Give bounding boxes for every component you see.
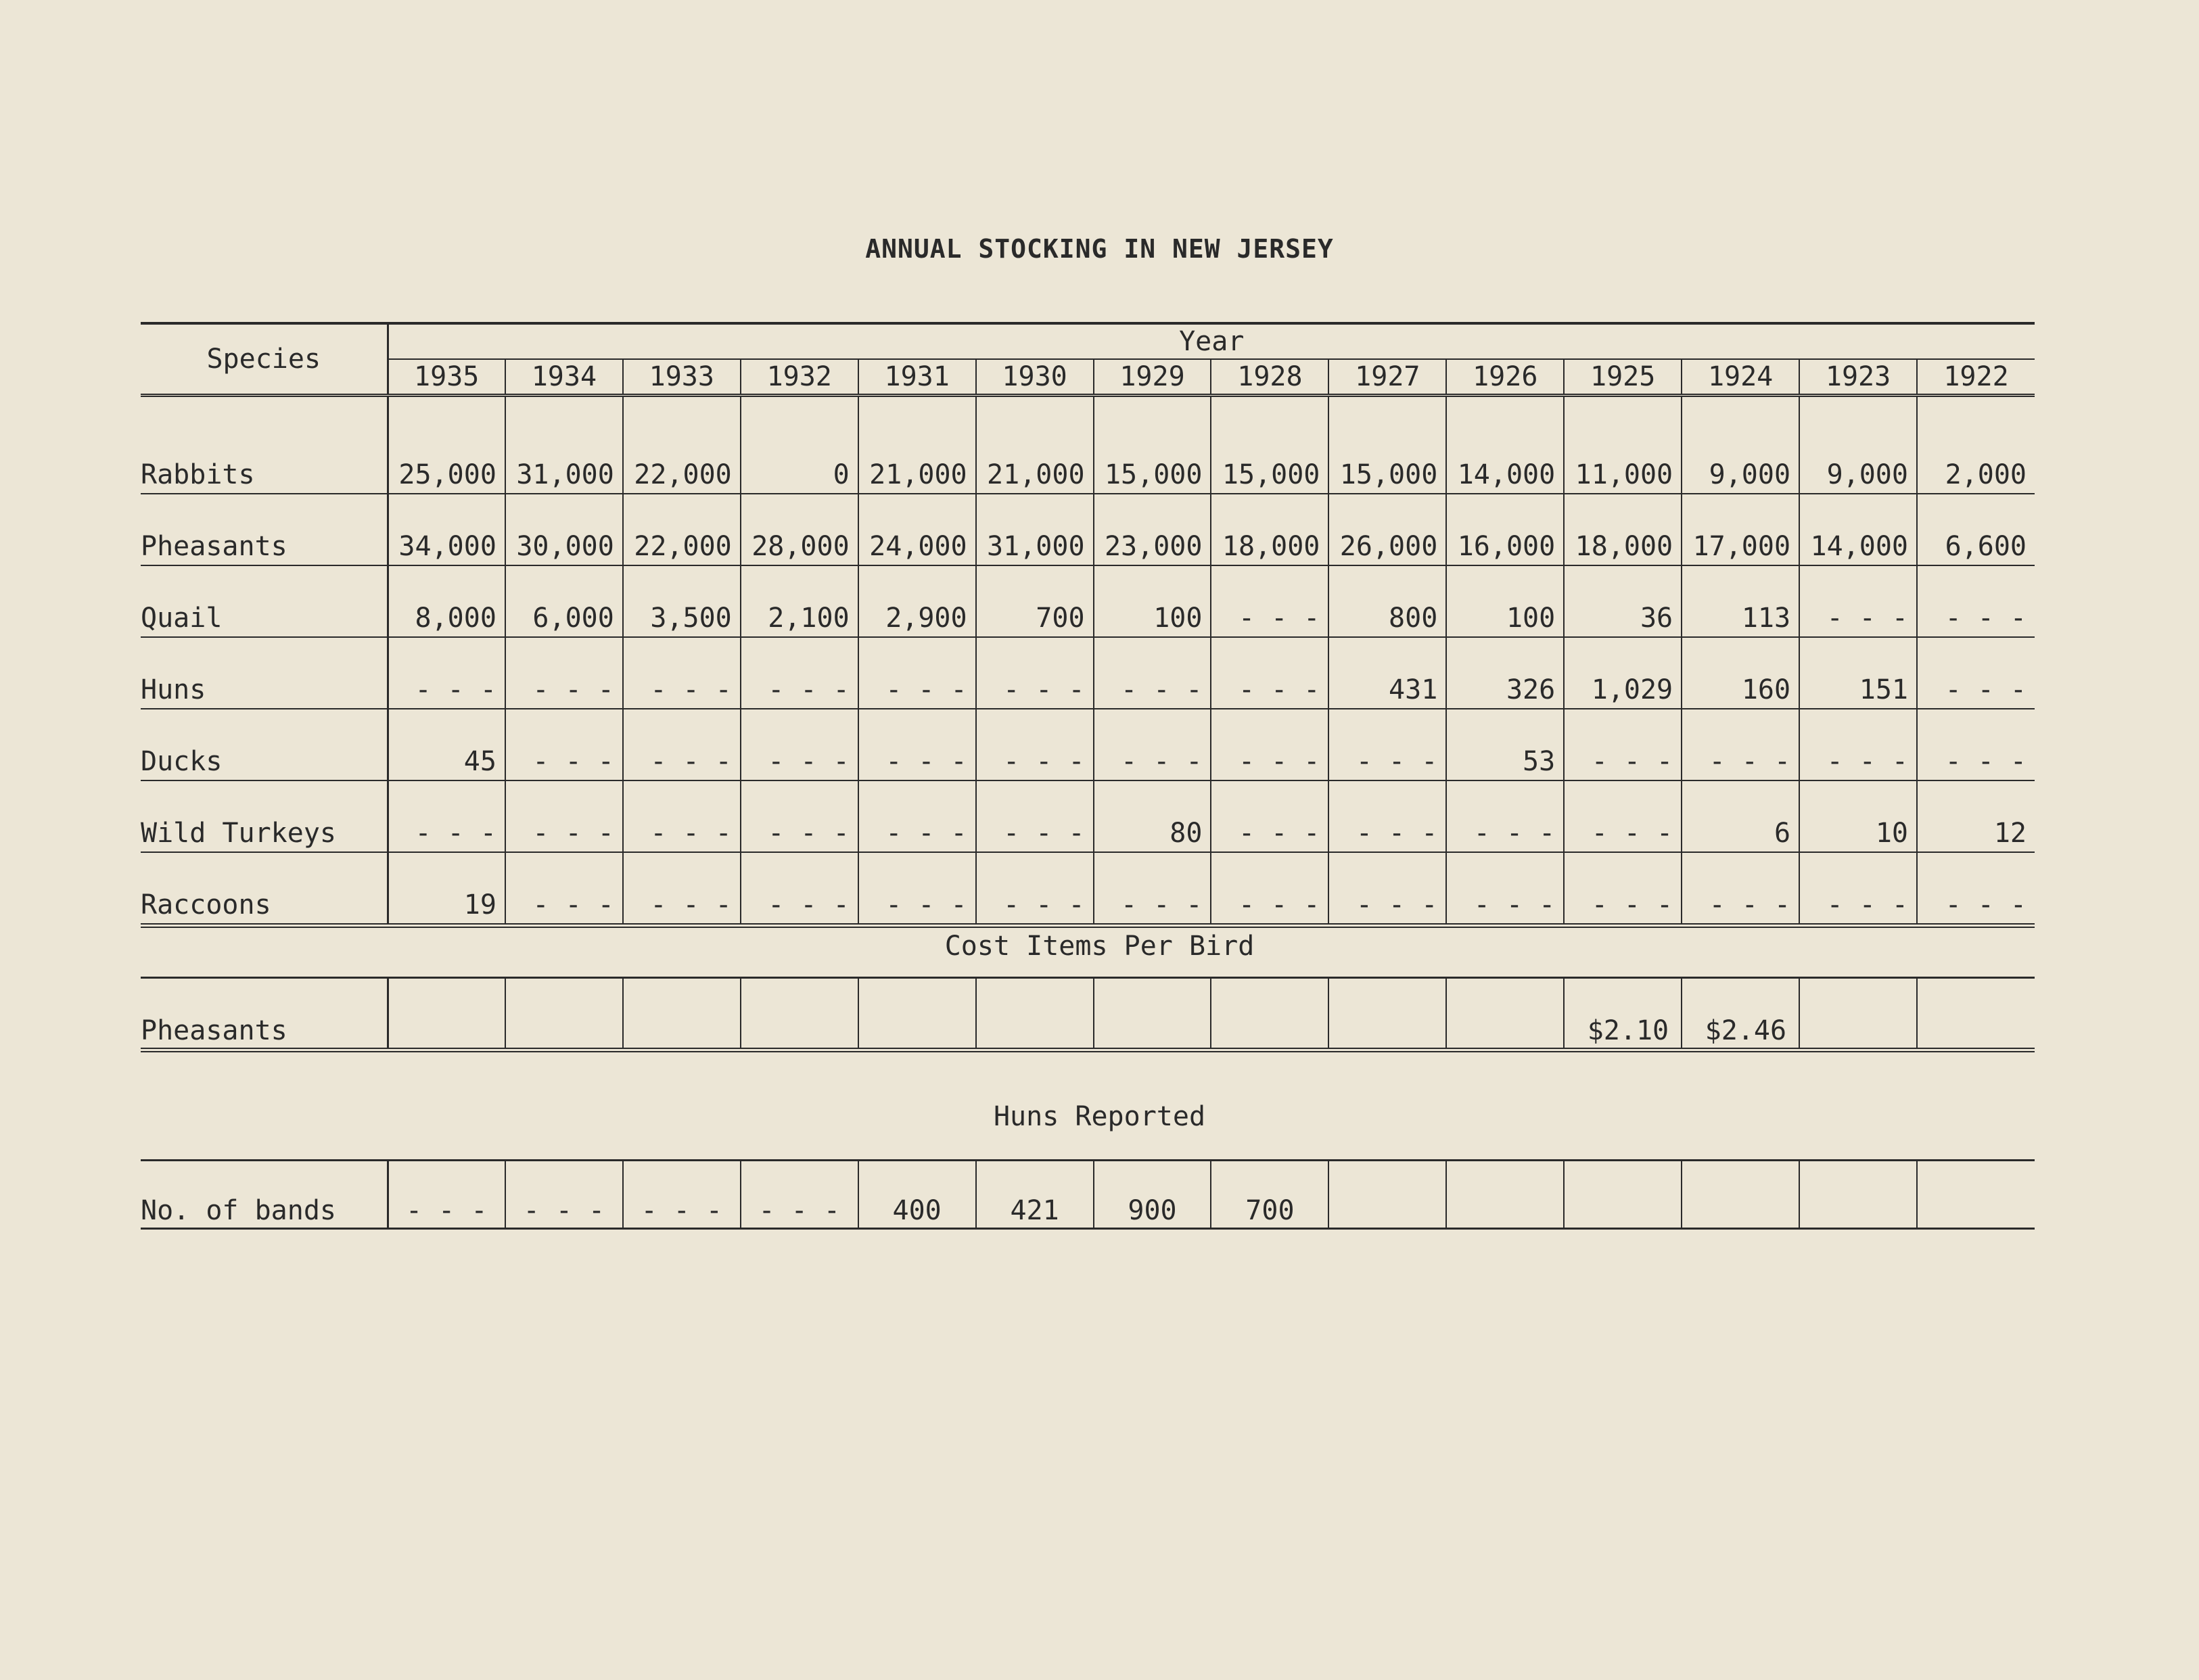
table-cell: - - - — [1094, 852, 1211, 926]
table-cell: - - - — [388, 1161, 505, 1229]
table-cell — [1917, 978, 2035, 1050]
table-cell: - - - — [858, 780, 976, 852]
table-cell: - - - — [976, 852, 1094, 926]
table-cell: 700 — [1211, 1161, 1328, 1229]
table-cell: - - - — [741, 637, 858, 709]
table-cell: 9,000 — [1682, 423, 1799, 494]
table-cell: - - - — [741, 709, 858, 780]
table-cell: - - - — [1211, 709, 1328, 780]
table-cell: - - - — [1917, 852, 2035, 926]
table-cell: 14,000 — [1446, 423, 1564, 494]
table-cell: 421 — [976, 1161, 1094, 1229]
table-cell: - - - — [858, 637, 976, 709]
table-cell: 0 — [741, 423, 858, 494]
table-cell — [1564, 1161, 1682, 1229]
table-cell — [1799, 978, 1917, 1050]
table-cell: - - - — [1094, 637, 1211, 709]
table-cell: 30,000 — [505, 494, 623, 565]
table-cell: - - - — [741, 780, 858, 852]
table-cell: - - - — [505, 709, 623, 780]
table-cell: 15,000 — [1094, 423, 1211, 494]
table-cell: 400 — [858, 1161, 976, 1229]
table-cell: 31,000 — [976, 494, 1094, 565]
table-row — [141, 494, 2035, 565]
table-cell: - - - — [1211, 780, 1328, 852]
table-cell: - - - — [1211, 565, 1328, 637]
row-label: Pheasants — [141, 494, 388, 565]
year-cell: 1927 — [1328, 359, 1446, 396]
table-cell: 25,000 — [388, 423, 505, 494]
table-cell: - - - — [976, 709, 1094, 780]
page-title: ANNUAL STOCKING IN NEW JERSEY — [865, 234, 1334, 264]
header-row — [141, 323, 2035, 359]
table-cell: 24,000 — [858, 494, 976, 565]
table-cell — [1094, 978, 1211, 1050]
table-cell: 21,000 — [976, 423, 1094, 494]
table-cell: - - - — [623, 852, 741, 926]
table-cell: $2.10 — [1564, 978, 1682, 1050]
table-cell: - - - — [623, 1161, 741, 1229]
table-cell — [858, 978, 976, 1050]
table-cell — [741, 978, 858, 1050]
cost-section-title: Cost Items Per Bird — [944, 931, 1255, 962]
table-cell: 900 — [1094, 1161, 1211, 1229]
table-cell: 6,000 — [505, 565, 623, 637]
huns-table — [141, 1159, 2035, 1230]
table-cell: $2.46 — [1682, 978, 1799, 1050]
table-cell — [505, 978, 623, 1050]
table-cell: 12 — [1917, 780, 2035, 852]
table-cell — [388, 978, 505, 1050]
header-divider — [141, 396, 2035, 423]
table-cell: 113 — [1682, 565, 1799, 637]
table-cell: 53 — [1446, 709, 1564, 780]
row-label: Pheasants — [141, 978, 388, 1050]
table-cell: 31,000 — [505, 423, 623, 494]
table-cell: - - - — [1564, 852, 1682, 926]
table-cell: 2,100 — [741, 565, 858, 637]
table-cell: 36 — [1564, 565, 1682, 637]
table-cell: 6 — [1682, 780, 1799, 852]
table-cell: - - - — [623, 780, 741, 852]
table-cell: 34,000 — [388, 494, 505, 565]
table-cell: 22,000 — [623, 423, 741, 494]
table-cell — [976, 978, 1094, 1050]
table-cell: 15,000 — [1328, 423, 1446, 494]
table-cell: 10 — [1799, 780, 1917, 852]
table-cell: 100 — [1094, 565, 1211, 637]
table-row — [141, 709, 2035, 780]
table-cell — [1446, 1161, 1564, 1229]
table-cell: - - - — [1917, 565, 2035, 637]
table-row — [141, 852, 2035, 926]
table-cell: 6,600 — [1917, 494, 2035, 565]
table-cell: 151 — [1799, 637, 1917, 709]
table-cell: - - - — [976, 780, 1094, 852]
table-row — [141, 637, 2035, 709]
table-cell: - - - — [858, 709, 976, 780]
table-row — [141, 780, 2035, 852]
year-cell: 1931 — [858, 359, 976, 396]
table-cell: 14,000 — [1799, 494, 1917, 565]
table-cell: 1,029 — [1564, 637, 1682, 709]
row-label: Rabbits — [141, 423, 388, 494]
row-label: No. of bands — [141, 1161, 388, 1229]
table-cell: 18,000 — [1211, 494, 1328, 565]
table-cell: 26,000 — [1328, 494, 1446, 565]
year-cell: 1933 — [623, 359, 741, 396]
table-cell: 326 — [1446, 637, 1564, 709]
row-label: Quail — [141, 565, 388, 637]
row-label: Huns — [141, 637, 388, 709]
table-row — [141, 423, 2035, 494]
huns-row-bands — [141, 1161, 2035, 1229]
table-cell: - - - — [1446, 852, 1564, 926]
row-label: Ducks — [141, 709, 388, 780]
table-cell — [1446, 978, 1564, 1050]
row-label: Raccoons — [141, 852, 388, 926]
table-cell: - - - — [1094, 709, 1211, 780]
table-cell: - - - — [623, 709, 741, 780]
table-cell: - - - — [505, 852, 623, 926]
table-cell: - - - — [388, 637, 505, 709]
table-cell: 28,000 — [741, 494, 858, 565]
table-cell: 19 — [388, 852, 505, 926]
table-cell: 2,900 — [858, 565, 976, 637]
table-cell: - - - — [1446, 780, 1564, 852]
row-label: Wild Turkeys — [141, 780, 388, 852]
year-cell: 1926 — [1446, 359, 1564, 396]
table-cell: - - - — [858, 852, 976, 926]
table-cell: 80 — [1094, 780, 1211, 852]
table-cell — [623, 978, 741, 1050]
table-cell — [1799, 1161, 1917, 1229]
table-cell: - - - — [1799, 565, 1917, 637]
year-cell: 1924 — [1682, 359, 1799, 396]
table-cell: - - - — [741, 852, 858, 926]
table-cell: 9,000 — [1799, 423, 1917, 494]
table-cell: - - - — [1211, 852, 1328, 926]
year-row — [141, 359, 2035, 396]
year-cell: 1929 — [1094, 359, 1211, 396]
table-cell: - - - — [623, 637, 741, 709]
table-cell: - - - — [1682, 852, 1799, 926]
table-cell: - - - — [1564, 780, 1682, 852]
year-cell: 1932 — [741, 359, 858, 396]
table-cell: 2,000 — [1917, 423, 2035, 494]
table-row — [141, 565, 2035, 637]
table-cell: 45 — [388, 709, 505, 780]
year-cell: 1934 — [505, 359, 623, 396]
table-cell: 700 — [976, 565, 1094, 637]
table-cell: - - - — [505, 1161, 623, 1229]
table-cell: - - - — [1328, 852, 1446, 926]
table-cell: - - - — [741, 1161, 858, 1229]
table-cell: - - - — [1328, 780, 1446, 852]
table-cell: - - - — [976, 637, 1094, 709]
table-cell — [1682, 1161, 1799, 1229]
year-cell: 1923 — [1799, 359, 1917, 396]
table-cell: 22,000 — [623, 494, 741, 565]
year-cell: 1930 — [976, 359, 1094, 396]
cost-row-pheasants — [141, 978, 2035, 1050]
table-cell: - - - — [1917, 709, 2035, 780]
table-cell: - - - — [1799, 852, 1917, 926]
table-cell: 17,000 — [1682, 494, 1799, 565]
table-cell: - - - — [1328, 709, 1446, 780]
table-cell: 15,000 — [1211, 423, 1328, 494]
table-cell: 431 — [1328, 637, 1446, 709]
table-cell: 21,000 — [858, 423, 976, 494]
cost-table — [141, 977, 2035, 1052]
table-cell: 160 — [1682, 637, 1799, 709]
table-cell: 18,000 — [1564, 494, 1682, 565]
species-header: Species — [141, 323, 388, 396]
year-cell: 1922 — [1917, 359, 2035, 396]
table-cell: 800 — [1328, 565, 1446, 637]
table-cell: - - - — [1682, 709, 1799, 780]
table-cell — [1328, 1161, 1446, 1229]
huns-section-title: Huns Reported — [993, 1101, 1206, 1132]
year-header: Year — [388, 323, 2035, 359]
table-cell: 16,000 — [1446, 494, 1564, 565]
table-cell: 23,000 — [1094, 494, 1211, 565]
year-cell: 1935 — [414, 361, 480, 392]
table-cell — [1917, 1161, 2035, 1229]
stocking-table — [141, 322, 2035, 928]
table-cell: - - - — [388, 780, 505, 852]
table-cell: 100 — [1446, 565, 1564, 637]
table-cell: - - - — [505, 637, 623, 709]
table-cell: 3,500 — [623, 565, 741, 637]
table-cell: - - - — [1917, 637, 2035, 709]
year-cell: 1928 — [1211, 359, 1328, 396]
table-cell: - - - — [1799, 709, 1917, 780]
table-cell: - - - — [505, 780, 623, 852]
table-cell: 11,000 — [1564, 423, 1682, 494]
table-cell: 8,000 — [388, 565, 505, 637]
table-cell — [1211, 978, 1328, 1050]
year-cell: 1925 — [1564, 359, 1682, 396]
table-cell: - - - — [1564, 709, 1682, 780]
table-cell: - - - — [1211, 637, 1328, 709]
table-cell — [1328, 978, 1446, 1050]
